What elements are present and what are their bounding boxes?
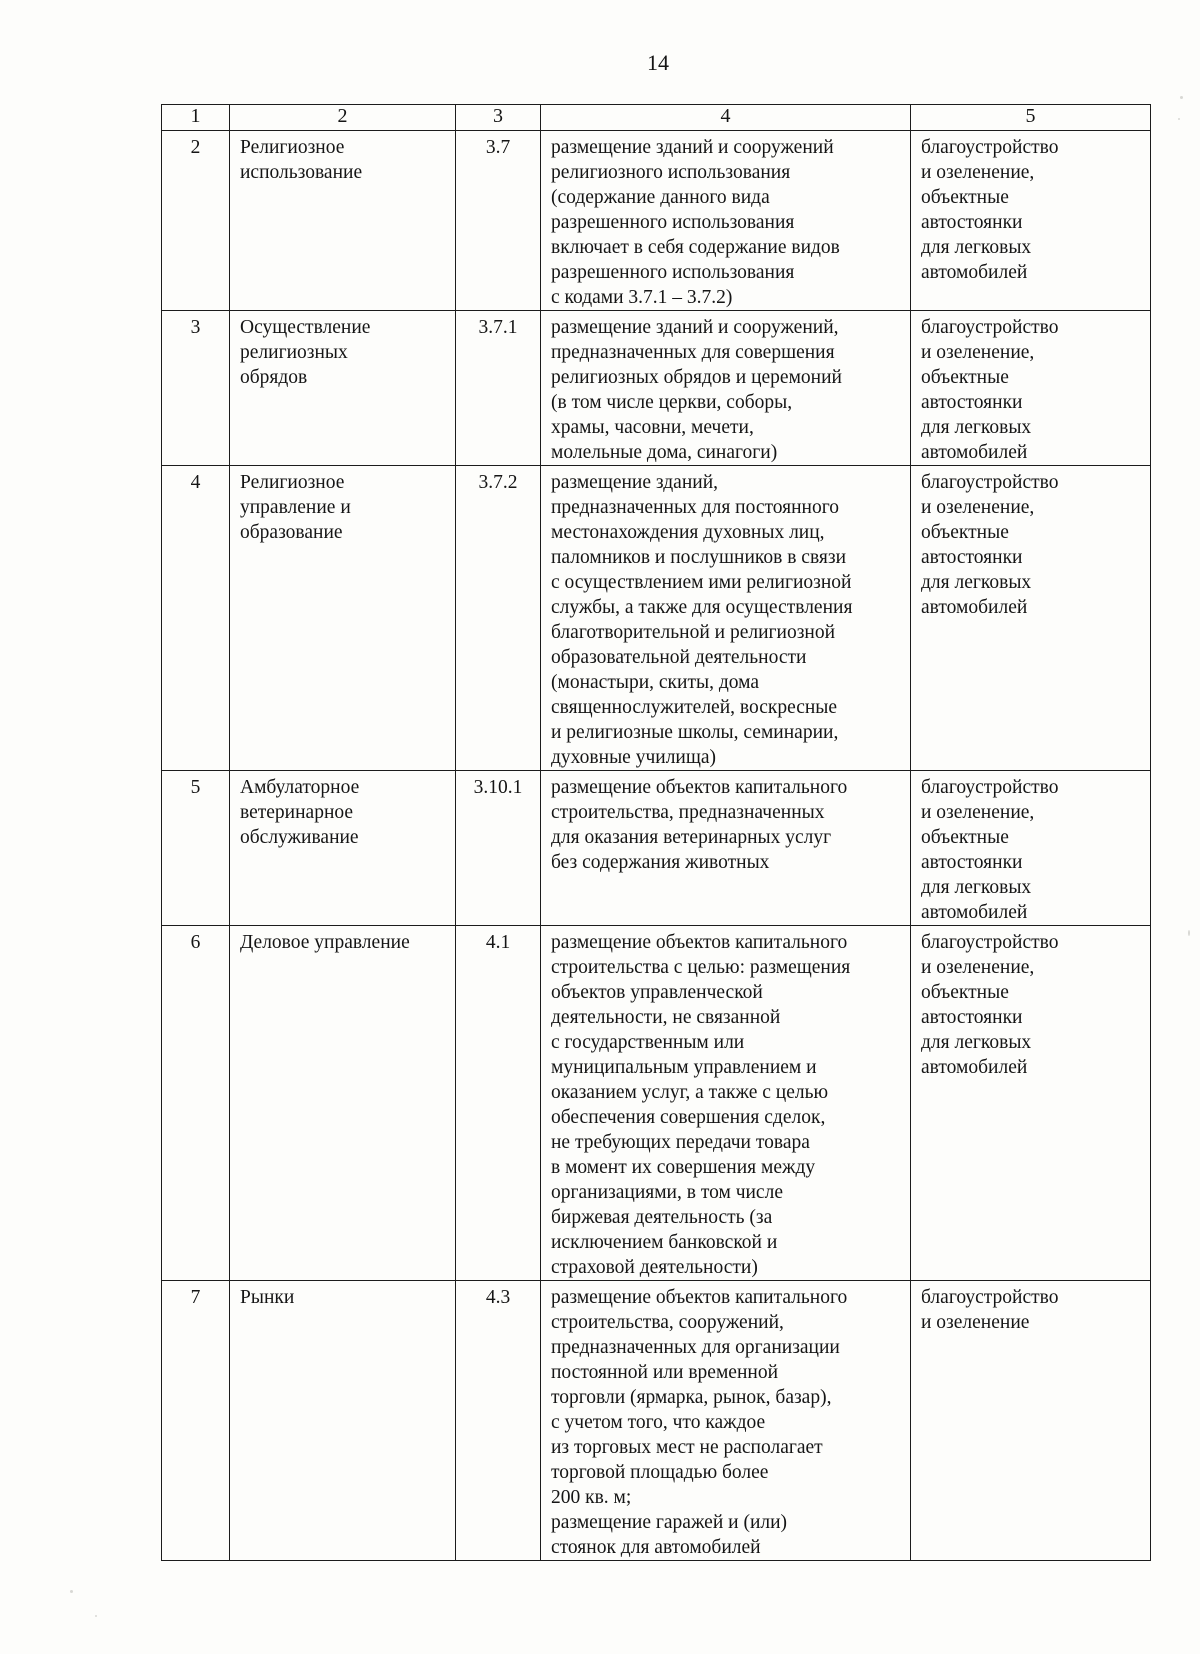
table-header-row	[162, 105, 1151, 131]
use-name: Амбулаторное ветеринарное обслуживание	[230, 771, 456, 926]
use-code: 4.1	[456, 926, 541, 1281]
use-description: размещение объектов капитального строительства с целью: размещения объектов управленческой деятельности, не связанной с государственным или муниципальным управлением и оказанием услуг, а также с целью обеспечения совершения сделок, не требующих передачи товара в момент их совершения между организациями, в том числе биржевая деятельность (за исключением банковской и страховой деятельности)	[541, 926, 911, 1281]
header-cell-code: 3	[456, 105, 541, 131]
table-row	[162, 1281, 1151, 1561]
use-name: Деловое управление	[230, 926, 456, 1281]
use-name: Религиозное использование	[230, 131, 456, 311]
table-row	[162, 466, 1151, 771]
use-description: размещение зданий, предназначенных для постоянного местонахождения духовных лиц, паломников и послушников в связи с осуществлением ими религиозной службы, а также для осуществления благотворительной и религиозной образовательной деятельности (монастыри, скиты, дома священнослужителей, воскресные и религиозные школы, семинарии, духовные училища)	[541, 466, 911, 771]
row-number: 6	[162, 926, 230, 1281]
table-row	[162, 926, 1151, 1281]
row-number: 5	[162, 771, 230, 926]
land-use-table	[161, 104, 1151, 1561]
auxiliary-uses: благоустройство и озеленение, объектные автостоянки для легковых автомобилей	[911, 466, 1151, 771]
use-description: размещение объектов капитального строительства, предназначенных для оказания ветеринарных услуг без содержания животных	[541, 771, 911, 926]
row-number: 7	[162, 1281, 230, 1561]
header-cell-description: 4	[541, 105, 911, 131]
row-number: 3	[162, 311, 230, 466]
scan-speck	[1188, 930, 1190, 936]
use-code: 4.3	[456, 1281, 541, 1561]
row-number: 2	[162, 131, 230, 311]
auxiliary-uses: благоустройство и озеленение, объектные автостоянки для легковых автомобилей	[911, 926, 1151, 1281]
row-number: 4	[162, 466, 230, 771]
scan-speck	[1178, 118, 1180, 120]
use-code: 3.10.1	[456, 771, 541, 926]
table-row	[162, 771, 1151, 926]
table-row	[162, 311, 1151, 466]
header-cell-number: 1	[162, 105, 230, 131]
use-description: размещение зданий и сооружений религиозного использования (содержание данного вида разрешенного использования включает в себя содержание видов разрешенного использования с кодами 3.7.1 – 3.7.2)	[541, 131, 911, 311]
auxiliary-uses: благоустройство и озеленение, объектные автостоянки для легковых автомобилей	[911, 311, 1151, 466]
auxiliary-uses: благоустройство и озеленение, объектные автостоянки для легковых автомобилей	[911, 771, 1151, 926]
header-cell-name: 2	[230, 105, 456, 131]
auxiliary-uses: благоустройство и озеленение, объектные автостоянки для легковых автомобилей	[911, 131, 1151, 311]
use-name: Осуществление религиозных обрядов	[230, 311, 456, 466]
scan-speck	[70, 1590, 73, 1593]
header-cell-auxiliary: 5	[911, 105, 1151, 131]
auxiliary-uses: благоустройство и озеленение	[911, 1281, 1151, 1561]
use-code: 3.7	[456, 131, 541, 311]
use-code: 3.7.2	[456, 466, 541, 771]
use-name: Рынки	[230, 1281, 456, 1561]
use-description: размещение зданий и сооружений, предназначенных для совершения религиозных обрядов и церемоний (в том числе церкви, соборы, храмы, часовни, мечети, молельные дома, синагоги)	[541, 311, 911, 466]
scan-speck	[1180, 96, 1183, 99]
page-number: 14	[647, 50, 669, 75]
use-code: 3.7.1	[456, 311, 541, 466]
use-description: размещение объектов капитального строительства, сооружений, предназначенных для организации постоянной или временной торговли (ярмарка, рынок, базар), с учетом того, что каждое из торговых мест не располагает торговой площадью более 200 кв. м; размещение гаражей и (или) стоянок для автомобилей	[541, 1281, 911, 1561]
scan-speck	[95, 1615, 97, 1617]
use-name: Религиозное управление и образование	[230, 466, 456, 771]
table-row	[162, 131, 1151, 311]
